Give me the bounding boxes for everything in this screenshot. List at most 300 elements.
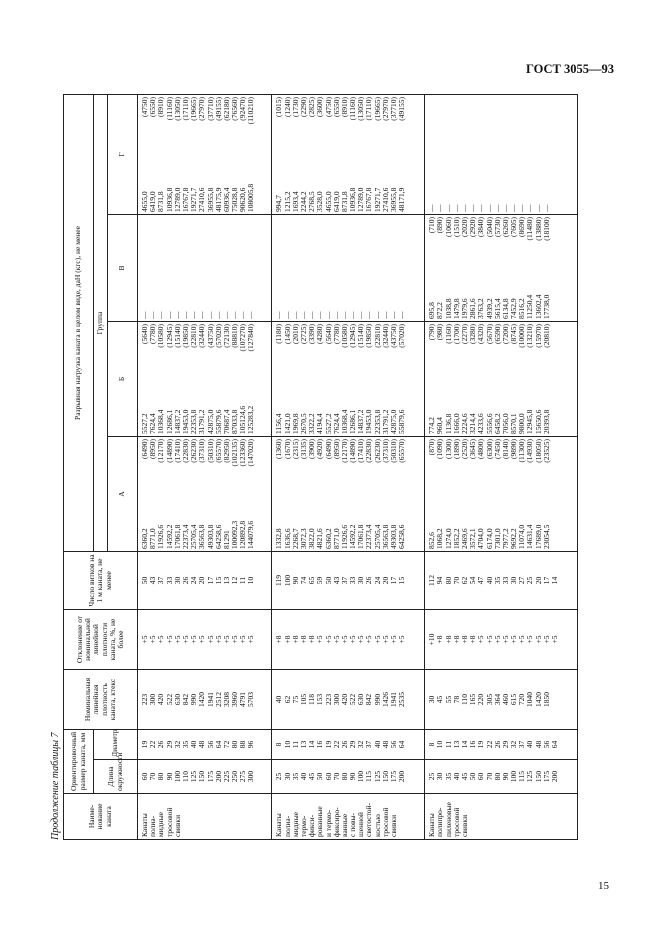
- circumference-cell-value: 25: [427, 772, 437, 781]
- load-kgs: (1890): [451, 439, 461, 459]
- load-kgs: (1160): [443, 324, 453, 344]
- data-table: [63, 94, 578, 840]
- density-cell-value: 3960: [230, 692, 240, 707]
- load-dan: —: [230, 311, 240, 319]
- twists-cell-value: 12: [230, 576, 240, 585]
- density-cell-value: [551, 672, 559, 727]
- group-g-cell-value: [535, 97, 543, 212]
- load-kgs: (15970): [533, 324, 543, 348]
- diameter-cell-value: 64: [550, 740, 559, 749]
- group-v-cell-value: [543, 217, 551, 319]
- group-a-cell-value: [543, 439, 551, 549]
- load-kgs: (9890): [509, 439, 519, 459]
- density-cell-value: 420: [339, 693, 349, 706]
- load-dan: 14631,4: [525, 524, 535, 549]
- load-dan: —: [541, 204, 551, 212]
- load-kgs: (4750): [140, 97, 149, 117]
- load-dan: 81291: [221, 530, 231, 549]
- circumference-cell-value: 40: [298, 772, 308, 781]
- load-kgs: (17410): [172, 439, 182, 463]
- load-kgs: (13880): [533, 217, 543, 241]
- diameter-cell-value: 29: [164, 740, 174, 749]
- load-dan: 10368,4: [156, 409, 166, 434]
- diameter-cell-value: 13: [298, 740, 308, 749]
- load-kgs: (18100): [541, 217, 551, 241]
- diameter-cell: [425, 730, 578, 760]
- group-b-cell-value: [247, 324, 255, 434]
- load-dan: —: [140, 311, 149, 319]
- table-row: [425, 95, 578, 840]
- load-kgs: (8950): [331, 439, 341, 459]
- twists-cell-value: 30: [172, 576, 182, 585]
- group-a-cell: [425, 437, 578, 552]
- load-kgs: (37310): [197, 439, 207, 463]
- diameter-cell-value: 56: [389, 740, 399, 749]
- rope-name-value: Канаты: [140, 813, 149, 837]
- rope-name-value: мидные: [156, 812, 166, 837]
- load-kgs: (22810): [189, 324, 199, 348]
- load-kgs: (10000): [517, 324, 527, 348]
- density-cell-value: 55: [443, 695, 453, 704]
- group-g-cell-value: [398, 97, 406, 212]
- density-cell-value: 78: [451, 695, 461, 704]
- load-kgs: (1300): [443, 439, 453, 459]
- circumference-cell-value: 115: [517, 771, 527, 782]
- twists-cell-value: 11: [238, 576, 248, 585]
- circumference-cell-value: 100: [356, 770, 366, 783]
- load-dan: 108005,8: [246, 183, 256, 212]
- density-cell-value: 2535: [397, 692, 407, 707]
- twists-cell-value: 17: [541, 576, 551, 585]
- load-kgs: (4920): [315, 439, 325, 459]
- header-deviation: Отклонение от номинальной линейной плотности каната, %, не более: [64, 610, 138, 670]
- twists-cell-value: 20: [533, 576, 543, 585]
- deviation-cell-value: +5: [164, 635, 174, 644]
- circumference-cell-value: 200: [550, 770, 559, 783]
- group-v-cell-value: [231, 217, 239, 319]
- load-dan: —: [213, 311, 223, 319]
- deviation-cell-value: +5: [189, 635, 199, 644]
- deviation-cell-value: +8: [459, 635, 469, 644]
- deviation-cell-value: +8: [443, 635, 453, 644]
- twists-cell-value: 100: [282, 574, 292, 587]
- group-g-cell-value: [526, 97, 534, 212]
- diameter-cell-value: 64: [397, 740, 407, 749]
- group-v-cell-value: [174, 217, 182, 319]
- load-kgs: (26230): [189, 439, 199, 463]
- rope-name-value: Канаты: [427, 813, 437, 837]
- load-dan: —: [290, 311, 300, 319]
- circumference-cell-value: 50: [468, 772, 478, 781]
- density-cell-value: 153: [315, 693, 325, 706]
- diameter-cell-value: 35: [180, 740, 190, 749]
- load-dan: 6360,2: [140, 528, 149, 549]
- load-dan: 11074,0: [517, 524, 527, 549]
- load-dan: 105124,6: [238, 405, 248, 434]
- load-kgs: (22830): [180, 439, 190, 463]
- diameter-cell: [272, 730, 425, 760]
- load-dan: 14837,2: [356, 409, 366, 434]
- deviation-cell-value: +5: [140, 635, 149, 644]
- group-v-cell-value: [325, 217, 333, 319]
- load-dan: 7624,4: [148, 413, 158, 434]
- rope-name-value: мидные: [290, 812, 300, 837]
- load-kgs: (27970): [197, 97, 207, 121]
- load-dan: 4821,6: [315, 528, 325, 549]
- circumference-cell-value: 45: [459, 772, 469, 781]
- group-v-cell-value: [341, 217, 349, 319]
- group-b-cell: [425, 322, 578, 437]
- load-dan: 1136,8: [443, 413, 453, 434]
- load-kgs: (8140): [500, 439, 510, 459]
- load-dan: 3214,4: [468, 413, 478, 434]
- twists-cell-value: 62: [459, 576, 469, 585]
- header-twists: Число витков на 1 м каната, не менее: [64, 552, 138, 610]
- load-dan: 9800,0: [517, 413, 527, 434]
- diameter-cell-value: 37: [364, 740, 374, 749]
- load-kgs: (7605): [509, 217, 519, 237]
- diameter-cell-value: 14: [307, 740, 317, 749]
- circumference-cell-value: 30: [282, 772, 292, 781]
- deviation-cell-value: +5: [372, 635, 382, 644]
- load-kgs: (62180): [221, 97, 231, 121]
- load-kgs: (43750): [389, 324, 399, 348]
- load-dan: —: [435, 204, 445, 212]
- density-cell-value: 1420: [197, 692, 207, 707]
- twists-cell: [272, 552, 425, 610]
- load-kgs: (980): [435, 324, 445, 341]
- deviation-cell-value: +5: [148, 635, 158, 644]
- load-dan: 36955,8: [389, 187, 399, 212]
- load-kgs: (57020): [213, 324, 223, 348]
- load-dan: 48171,9: [397, 187, 407, 212]
- load-dan: 49303,8: [205, 524, 215, 549]
- load-dan: —: [533, 204, 543, 212]
- density-cell-value: 118: [307, 694, 317, 705]
- load-kgs: (14890): [164, 439, 174, 463]
- load-dan: —: [189, 311, 199, 319]
- circumference-cell-value: 300: [246, 770, 256, 783]
- diameter-cell-value: 88: [238, 740, 248, 749]
- density-cell-value: 522: [164, 693, 174, 706]
- load-dan: 1636,6: [282, 528, 292, 549]
- circumference-cell-value: 60: [140, 772, 149, 781]
- circumference-cell-value: 70: [484, 772, 494, 781]
- group-g-cell-value: [247, 97, 255, 212]
- circumference-cell: [425, 760, 578, 794]
- load-kgs: (22830): [364, 439, 374, 463]
- load-dan: 3528,0: [315, 191, 325, 212]
- load-dan: 16767,8: [180, 187, 190, 212]
- load-dan: 12945,8: [525, 409, 535, 434]
- load-kgs: (5670): [484, 324, 494, 344]
- load-dan: 17689,0: [533, 524, 543, 549]
- load-dan: 90620,6: [238, 187, 248, 212]
- load-dan: 36563,8: [380, 524, 390, 549]
- load-kgs: (43750): [205, 324, 215, 348]
- load-dan: —: [459, 204, 469, 212]
- density-cell-value: 2512: [213, 692, 223, 707]
- deviation-cell: [138, 610, 272, 670]
- load-dan: 1852,2: [451, 528, 461, 549]
- load-kgs: (20810): [541, 324, 551, 348]
- group-v-cell-value: [365, 217, 373, 319]
- load-dan: 49303,8: [389, 524, 399, 549]
- deviation-cell-value: +5: [331, 635, 341, 644]
- density-cell-value: 4791: [238, 692, 248, 707]
- diameter-cell-value: 13: [451, 740, 461, 749]
- load-dan: 55879,6: [213, 409, 223, 434]
- twists-cell-value: 90: [290, 576, 300, 585]
- load-dan: 4655,0: [140, 191, 149, 212]
- load-dan: 1038,8: [443, 298, 453, 319]
- density-cell-value: 630: [172, 693, 182, 706]
- load-kgs: (92470): [238, 97, 248, 121]
- load-kgs: (4320): [476, 324, 486, 344]
- group-v-cell-value: [215, 217, 223, 319]
- twists-cell: [138, 552, 272, 610]
- diameter-cell-value: 40: [189, 740, 199, 749]
- load-kgs: (4750): [323, 97, 333, 117]
- load-kgs: (1360): [274, 439, 284, 459]
- group-v-cell-value: [149, 217, 157, 319]
- load-dan: 22373,4: [364, 524, 374, 549]
- circumference-cell-value: 175: [541, 770, 551, 783]
- diameter-cell-value: 29: [348, 740, 358, 749]
- load-dan: 10936,8: [164, 187, 174, 212]
- header-group-a: А: [108, 437, 138, 552]
- load-kgs: (2920): [468, 217, 478, 237]
- group-a-cell-value: [247, 439, 255, 549]
- load-kgs: (19850): [180, 324, 190, 348]
- rope-name-value: термо-: [298, 815, 308, 837]
- load-dan: 1215,2: [282, 191, 292, 212]
- load-dan: —: [274, 311, 284, 319]
- load-dan: 22353,8: [372, 409, 382, 434]
- diameter-cell-value: 10: [435, 740, 445, 749]
- circumference-cell-value: 90: [164, 772, 174, 781]
- twists-cell-value: 14: [550, 576, 559, 585]
- twists-cell-value: 17: [205, 576, 215, 585]
- load-kgs: (107270): [238, 324, 248, 352]
- load-dan: 19453,0: [364, 409, 374, 434]
- density-cell-value: 3208: [221, 692, 231, 707]
- load-dan: —: [356, 311, 366, 319]
- load-dan: 31791,2: [380, 409, 390, 434]
- load-kgs: (790): [427, 324, 437, 341]
- load-kgs: (8690): [517, 217, 527, 237]
- load-dan: 852,6: [427, 532, 437, 549]
- rope-name-value: пиленовые: [443, 802, 453, 837]
- load-dan: 13602,4: [533, 294, 543, 319]
- group-b-cell: [272, 322, 425, 437]
- load-dan: —: [451, 204, 461, 212]
- twists-cell-value: 17: [389, 576, 399, 585]
- deviation-cell-value: +5: [156, 635, 166, 644]
- deviation-cell-value: +5: [364, 635, 374, 644]
- diameter-cell-value: 19: [476, 740, 486, 749]
- table-row: [138, 95, 272, 840]
- load-dan: —: [298, 311, 308, 319]
- load-kgs: (3390): [307, 324, 317, 344]
- load-dan: 12789,0: [172, 187, 182, 212]
- density-cell-value: 990: [189, 693, 199, 706]
- load-kgs: (37310): [380, 439, 390, 463]
- density-cell-value: 630: [356, 693, 366, 706]
- load-dan: —: [427, 204, 437, 212]
- header-density: Номинальная линейная плотность каната, ктекс: [64, 670, 138, 730]
- load-dan: 1274,0: [443, 528, 453, 549]
- load-dan: —: [476, 204, 486, 212]
- rope-name-value: тросовой: [164, 807, 174, 837]
- circumference-cell-value: 50: [315, 772, 325, 781]
- table-row: [272, 95, 425, 840]
- diameter-cell-value: 14: [459, 740, 469, 749]
- load-dan: 64258,6: [213, 524, 223, 549]
- load-dan: —: [397, 311, 407, 319]
- density-cell-value: 220: [476, 693, 486, 706]
- load-dan: 1068,2: [435, 528, 445, 549]
- twists-cell: [425, 552, 578, 610]
- load-dan: 10368,4: [339, 409, 349, 434]
- load-kgs: (1180): [274, 324, 284, 344]
- deviation-cell-value: +5: [533, 635, 543, 644]
- load-dan: 12686,1: [348, 409, 358, 434]
- header-group: Группа: [94, 95, 108, 552]
- load-dan: 64258,6: [397, 524, 407, 549]
- density-cell-value: 615: [509, 693, 519, 706]
- group-g-cell-value: [477, 97, 485, 212]
- diameter-cell-value: 80: [230, 740, 240, 749]
- deviation-cell-value: +8: [307, 635, 317, 644]
- density-cell-value: 300: [331, 693, 341, 706]
- group-v-cell-value: [357, 217, 365, 319]
- group-v-cell-value: [275, 217, 283, 319]
- load-dan: 14592,2: [348, 524, 358, 549]
- load-dan: —: [172, 311, 182, 319]
- load-dan: 1666,0: [451, 413, 461, 434]
- load-dan: —: [205, 311, 215, 319]
- load-kgs: (2020): [459, 217, 469, 237]
- twists-cell-value: 24: [372, 576, 382, 585]
- load-dan: 11250,4: [525, 294, 535, 319]
- twists-cell-value: 43: [331, 576, 341, 585]
- load-dan: 1979,6: [459, 298, 469, 319]
- load-dan: 17738,0: [541, 294, 551, 319]
- deviation-cell-value: +5: [356, 635, 366, 644]
- rope-name: [138, 794, 272, 840]
- load-kgs: (19850): [364, 324, 374, 348]
- deviation-cell-value: +5: [221, 635, 231, 644]
- load-dan: —: [484, 204, 494, 212]
- density-cell-value: 1040: [525, 692, 535, 707]
- group-g-cell-value: [445, 97, 453, 212]
- load-kgs: (49155): [213, 97, 223, 121]
- diameter-cell-value: 19: [323, 740, 333, 749]
- group-b-cell-value: [543, 324, 551, 434]
- twists-cell-value: 25: [525, 576, 535, 585]
- twists-cell-value: 37: [156, 576, 166, 585]
- group-g-cell-value: [469, 97, 477, 212]
- load-dan: 2224,6: [459, 413, 469, 434]
- load-kgs: (57020): [397, 324, 407, 348]
- group-v-cell-value: [316, 217, 324, 319]
- load-dan: 6174,0: [484, 528, 494, 549]
- load-dan: —: [348, 311, 358, 319]
- circumference-cell-value: 175: [205, 770, 215, 783]
- rope-name-value: тросовой: [380, 807, 390, 837]
- load-dan: 11926,6: [339, 524, 349, 549]
- load-kgs: (1510): [451, 217, 461, 237]
- deviation-cell-value: +5: [315, 635, 325, 644]
- deviation-cell-value: +5: [484, 635, 494, 644]
- load-dan: 695,8: [427, 302, 437, 319]
- diameter-cell-value: 32: [356, 740, 366, 749]
- deviation-cell-value: +5: [172, 635, 182, 644]
- group-v-cell-value: [157, 217, 165, 319]
- density-cell-value: 1941: [205, 692, 215, 707]
- load-kgs: (2010): [290, 324, 300, 344]
- load-kgs: (12945): [348, 324, 358, 348]
- group-v-cell-value: [300, 217, 308, 319]
- load-kgs: (6490): [323, 439, 333, 459]
- load-kgs: (3900): [307, 439, 317, 459]
- density-cell: [425, 670, 578, 730]
- load-kgs: (32440): [197, 324, 207, 348]
- load-kgs: (37710): [389, 97, 399, 121]
- group-a-cell: [138, 437, 272, 552]
- load-kgs: (147020): [246, 439, 256, 467]
- load-kgs: (6590): [492, 324, 502, 344]
- deviation-cell-value: +10: [427, 633, 437, 646]
- diameter-cell-value: 11: [443, 740, 453, 749]
- circumference-cell-value: 125: [525, 770, 535, 783]
- twists-cell-value: 47: [476, 576, 486, 585]
- load-dan: 8731,8: [339, 191, 349, 212]
- header-size-group: Ориентировочный размер каната, мм: [64, 730, 94, 794]
- group-g-cell-value: [494, 97, 502, 212]
- rope-name: [425, 794, 578, 840]
- load-dan: 1156,4: [274, 413, 284, 434]
- load-kgs: (14930): [525, 439, 535, 463]
- density-cell-value: 990: [372, 693, 382, 706]
- load-dan: 19271,7: [189, 187, 199, 212]
- group-g-cell-value: [461, 97, 469, 212]
- density-cell-value: 1850: [541, 692, 551, 707]
- group-g-cell-value: [518, 97, 526, 212]
- group-v-cell-value: [551, 217, 559, 319]
- group-v-cell-value: [223, 217, 231, 319]
- load-dan: —: [331, 311, 341, 319]
- load-dan: —: [246, 311, 256, 319]
- load-dan: 70687,4: [221, 409, 231, 434]
- load-kgs: (19665): [189, 97, 199, 121]
- circumference-cell-value: 70: [148, 772, 158, 781]
- load-kgs: (1240): [282, 97, 292, 117]
- load-dan: 3572,1: [468, 528, 478, 549]
- load-dan: 19271,7: [372, 187, 382, 212]
- circumference-cell-value: 125: [372, 770, 382, 783]
- load-kgs: (8950): [148, 439, 158, 459]
- load-kgs: (3135): [298, 439, 308, 459]
- density-cell-value: 45: [435, 695, 445, 704]
- load-dan: —: [339, 311, 349, 319]
- rope-name-value: костью: [372, 814, 382, 837]
- deviation-cell-value: +5: [348, 635, 358, 644]
- load-dan: 2861,6: [468, 298, 478, 319]
- diameter-cell-value: 32: [509, 740, 519, 749]
- deviation-cell-value: +5: [476, 635, 486, 644]
